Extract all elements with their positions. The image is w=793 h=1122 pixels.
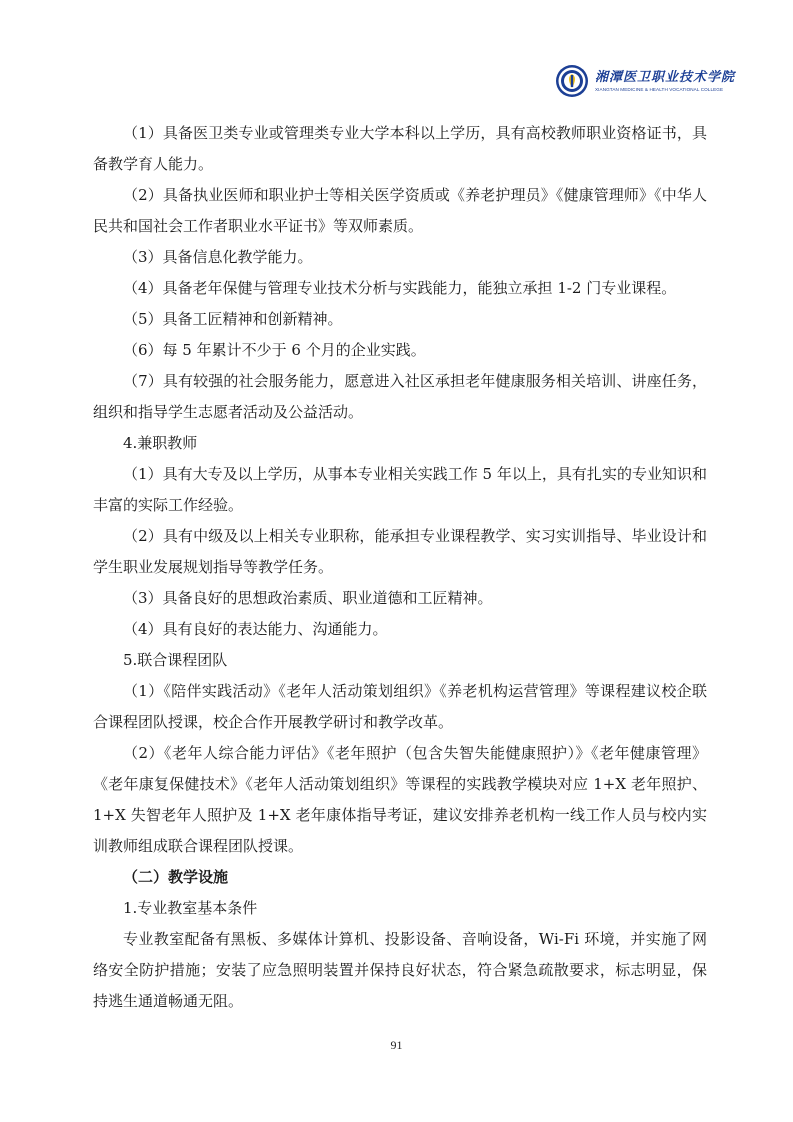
page-number: 91 (390, 1038, 403, 1052)
paragraph: （1）具备医卫类专业或管理类专业大学本科以上学历，具有高校教师职业资格证书，具备教学育人能力。 (93, 124, 707, 173)
paragraph: （5）具备工匠精神和创新精神。 (123, 310, 343, 328)
paragraph: 专业教室配备有黑板、多媒体计算机、投影设备、音响设备，Wi-Fi 环境，并实施了网络安全防护措施；安装了应急照明装置并保持良好状态，符合紧急疏散要求，标志明显，保持逃生通道畅通无阻。 (93, 930, 707, 1010)
subheading-classroom-conditions: 1.专业教室基本条件 (123, 899, 258, 917)
paragraph: （1）具有大专及以上学历，从事本专业相关实践工作 5 年以上，具有扎实的专业知识和丰富的实际工作经验。 (93, 465, 707, 514)
paragraph: （3）具备信息化教学能力。 (123, 248, 313, 266)
college-header (555, 64, 735, 98)
paragraph: （2）具有中级及以上相关专业职称，能承担专业课程教学、实习实训指导、毕业设计和学生职业发展规划指导等教学任务。 (93, 527, 707, 576)
college-name-en: XIANGTAN MEDICINE & HEALTH VOCATIONAL COLLEGE (594, 86, 724, 92)
paragraph: （4）具有良好的表达能力、沟通能力。 (123, 620, 388, 638)
paragraph: （7）具有较强的社会服务能力，愿意进入社区承担老年健康服务相关培训、讲座任务，组织和指导学生志愿者活动及公益活动。 (93, 372, 707, 421)
paragraph: （4）具备老年保健与管理专业技术分析与实践能力，能独立承担 1-2 门专业课程。 (123, 279, 677, 297)
college-name (595, 70, 735, 93)
section-heading-teaching-facilities: （二）教学设施 (123, 868, 229, 886)
paragraph: （2）具备执业医师和职业护士等相关医学资质或《养老护理员》《健康管理师》《中华人民共和国社会工作者职业水平证书》等双师素质。 (93, 186, 707, 235)
paragraph: （1）《陪伴实践活动》《老年人活动策划组织》《养老机构运营管理》等课程建议校企联合课程团队授课，校企合作开展教学研讨和教学改革。 (93, 682, 707, 731)
paragraph: （3）具备良好的思想政治素质、职业道德和工匠精神。 (123, 589, 493, 607)
paragraph: （2）《老年人综合能力评估》《老年照护（包含失智失能健康照护）》《老年健康管理》《老年康复保健技术》《老年人活动策划组织》等课程的实践教学模块对应 1+X 老年照护、1+X 失智老年人照护及 1+X 老年康体指导考证，建议安排养老机构一线工作人员与校内实训教师组成联合课程团队授课。 (93, 744, 707, 855)
body-content (93, 118, 707, 1017)
college-name-cn: 湘潭医卫职业技术学院 (594, 69, 735, 85)
paragraph: （6）每 5 年累计不少于 6 个月的企业实践。 (123, 341, 426, 359)
subheading-joint-course-team: 5.联合课程团队 (123, 651, 228, 669)
college-logo-icon (555, 64, 589, 98)
subheading-part-time-teachers: 4.兼职教师 (123, 434, 198, 452)
